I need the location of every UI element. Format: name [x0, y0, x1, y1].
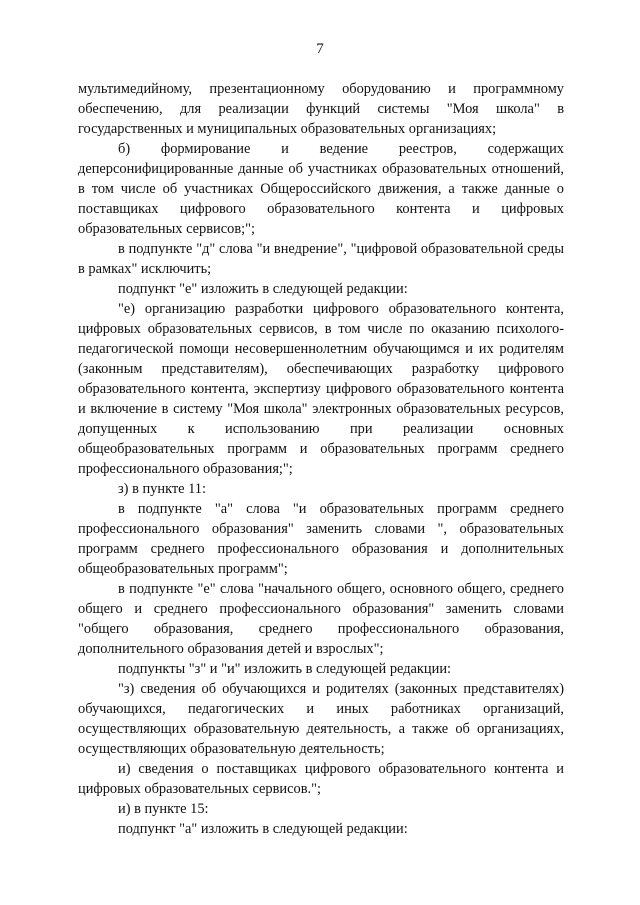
paragraph: подпункт "а" изложить в следующей редакции: — [118, 821, 408, 837]
paragraph: подпункты "з" и "и" изложить в следующей редакции: — [118, 661, 452, 677]
paragraph: б) формирование и ведение реестров, содержащих деперсонифицированные данные об участниках образовательных отношений, в том числе об участниках Общероссийского движения, а также данные о поставщиках цифрового образовательного контента и цифровых образовательных сервисов;"; — [78, 141, 564, 237]
paragraph: "е) организацию разработки цифрового образовательного контента, цифровых образовательных сервисов, в том числе по оказанию психолого-педагогической помощи несовершеннолетним обучающимся и их родителям (законным представителям), обеспечивающих разработку цифрового образовательного контента, экспертизу цифрового образовательного контента и включение в систему "Моя школа" электронных образовательных ресурсов, допущенных к использованию при реализации основных общеобразовательных программ и образовательных программ среднего профессионального образования;"; — [78, 301, 564, 477]
document-body — [78, 79, 564, 839]
page-number: 7 — [316, 41, 324, 57]
paragraph: в подпункте "е" слова "начального общего, основного общего, среднего общего и среднего профессионального образования" заменить словами "общего образования, среднего профессионального образования, дополнительного образования детей и взрослых"; — [78, 581, 564, 657]
paragraph: подпункт "е" изложить в следующей редакции: — [118, 281, 408, 297]
paragraph: и) в пункте 15: — [118, 801, 209, 817]
paragraph: и) сведения о поставщиках цифрового образовательного контента и цифровых образовательных сервисов."; — [78, 761, 564, 797]
paragraph: в подпункте "а" слова "и образовательных программ среднего профессионального образования" заменить словами ", образовательных программ среднего профессионального образования и дополнительных общеобразовательных программ"; — [78, 501, 564, 577]
paragraph: мультимедийному, презентационному оборудованию и программному обеспечению, для реализации функций системы "Моя школа" в государственных и муниципальных образовательных организациях; — [78, 81, 564, 137]
paragraph: з) в пункте 11: — [118, 481, 206, 497]
paragraph: "з) сведения об обучающихся и родителях (законных представителях) обучающихся, педагогических и иных работниках организаций, осуществляющих образовательную деятельность, а также об организациях, осуществляющих образовательную деятельность; — [78, 681, 564, 757]
paragraph: в подпункте "д" слова "и внедрение", "цифровой образовательной среды в рамках" исключить; — [78, 241, 564, 277]
